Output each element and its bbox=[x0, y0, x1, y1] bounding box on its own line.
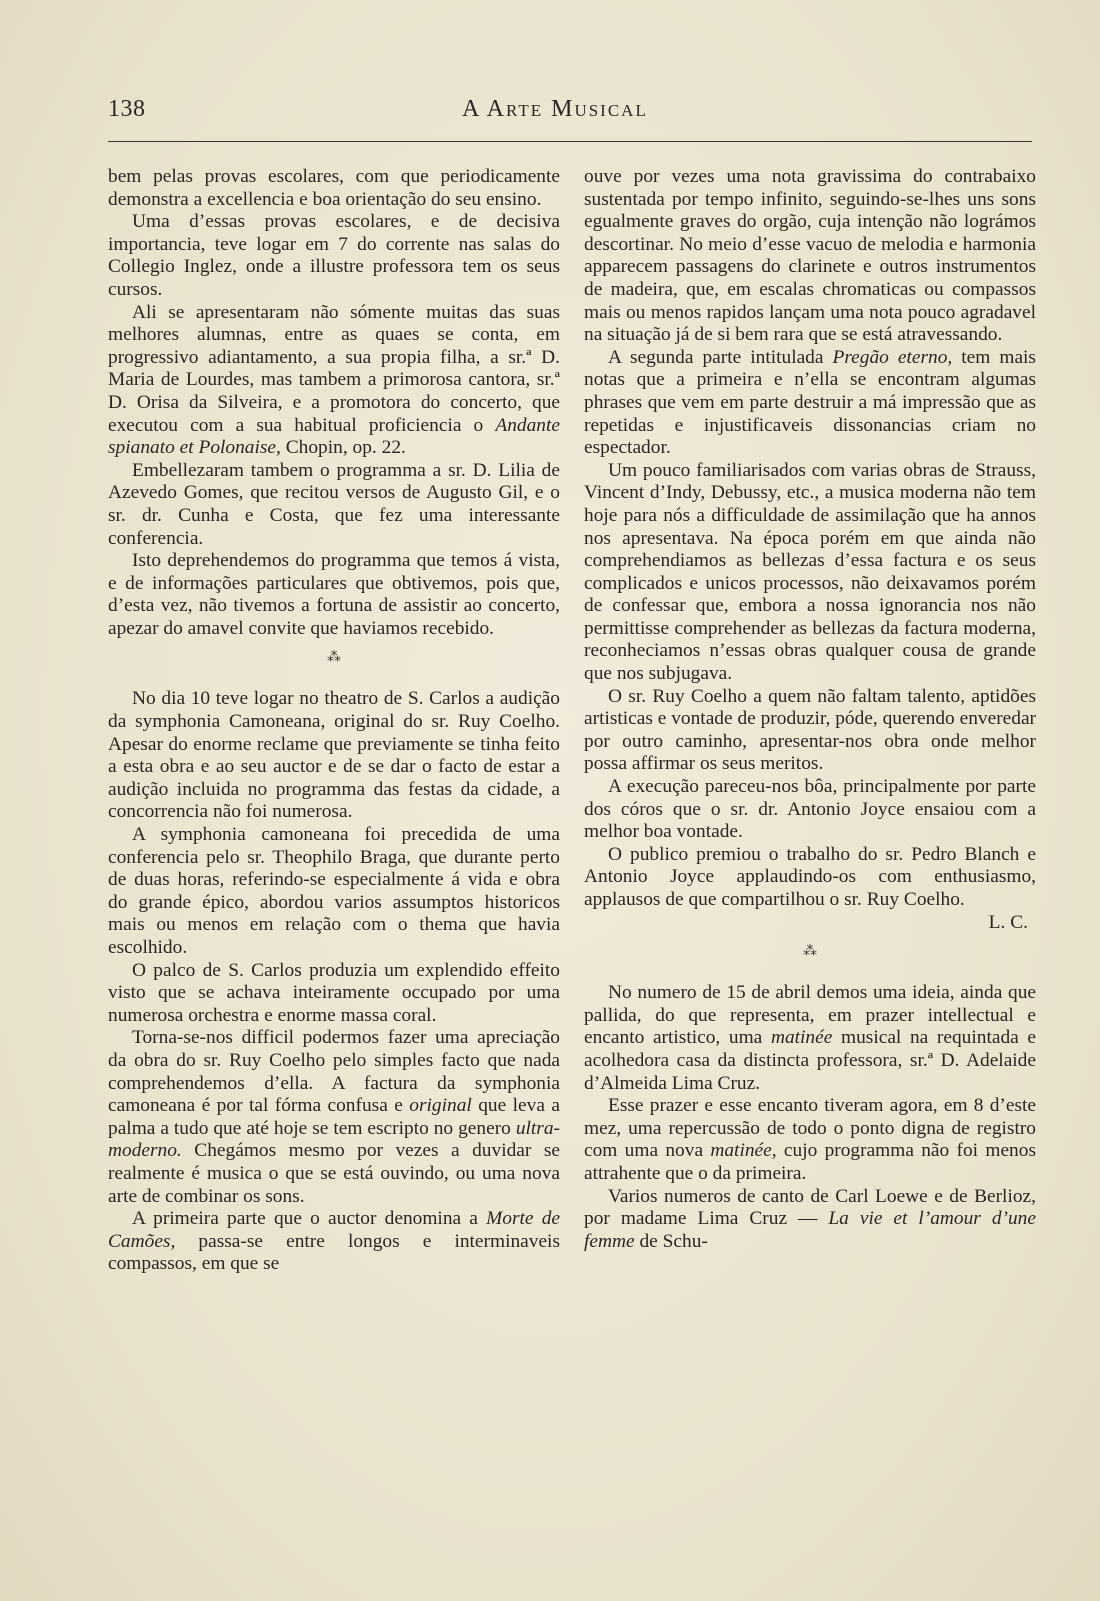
text-run: passa-se entre longos e interminaveis compassos, em que se bbox=[108, 1230, 560, 1275]
italic-title: Morte de Camões, bbox=[108, 1208, 560, 1252]
paragraph bbox=[108, 1027, 560, 1208]
paragraph bbox=[584, 982, 1036, 1095]
italic-word: matinée, bbox=[710, 1140, 777, 1162]
italic-word: matinée bbox=[770, 1027, 833, 1049]
paragraph: O palco de S. Carlos produzia um explendido effeito visto que se achava inteiramente occupado por uma numerosa orchestra e enorme massa coral. bbox=[108, 959, 560, 1026]
text-run: Chegámos mesmo por vezes a duvidar se realmente é musica o que se está ouvindo, ou uma nova arte de combinar os sons. bbox=[108, 1140, 560, 1207]
italic-word: ultra-moderno. bbox=[108, 1117, 560, 1162]
paragraph: Um pouco familiarisados com varias obras de Strauss, Vincent d’Indy, Debussy, etc., a musica moderna não tem hoje para nós a difficuldade de assimilação que ha annos nos apresentava. Na época porém em que ainda não comprehendiamos as bellezas d’essa factura e os seus complicados e unicos processos, não deixavamos porém de confessar que, embora a nossa ignorancia nos não permittisse comprehender as bellezas da factura moderna, reconheciamos n’essas obras qualquer cousa de grande que nos subjugava. bbox=[584, 459, 1036, 685]
italic-title: Pregão eterno, bbox=[832, 346, 953, 368]
paragraph: Uma d’essas provas escolares, e de decisiva importancia, teve logar em 7 do corrente nas salas do Collegio Inglez, onde a illustre professora tem os seus cursos. bbox=[108, 211, 560, 300]
paragraph: Embellezaram tambem o programma a sr. D. Lilia de Azevedo Gomes, que recitou versos de Augusto Gil, e o sr. dr. Cunha e Costa, que fez uma interessante conferencia. bbox=[108, 459, 560, 549]
header-rule bbox=[108, 141, 1032, 142]
text-run: Varios numeros de canto de Carl Loewe e de Berlioz, por madame Lima Cruz — bbox=[584, 1185, 1036, 1230]
paragraph: A symphonia camoneana foi precedida de uma conferencia pelo sr. Theophilo Braga, que durante perto de duas horas, referindo-se especialmente á vida e obra do grande épico, abordou varios assumptos historicos mais ou menos em relação com o thema que havia escolhido. bbox=[108, 824, 560, 958]
paragraph: Isto deprehendemos do programma que temos á vista, e de informações particulares que obtivemos, pois que, d’esta vez, não tivemos a fortuna de assistir ao concerto, apezar do amavel convite que haviamos recebido. bbox=[108, 550, 560, 639]
paragraph bbox=[584, 1095, 1036, 1185]
text-run: cujo programma não foi menos attrahente que o da primeira. bbox=[584, 1140, 1036, 1184]
text-run: que leva a palma a tudo que até hoje se tem escripto no genero bbox=[108, 1095, 560, 1139]
text-run: Chopin, op. 22. bbox=[280, 437, 406, 459]
text-run: tem mais notas que a primeira e n’ella se encontram algumas phrases que vem em parte destruir a má impressão que as repetidas e injustificaveis dissonancias criam no espectador. bbox=[584, 346, 1036, 459]
page-header bbox=[108, 96, 1032, 136]
paragraph: bem pelas provas escolares, com que periodicamente demonstra a excellencia e boa orientação do seu ensino. bbox=[108, 166, 560, 210]
text-run: A segunda parte intitulada bbox=[608, 346, 833, 368]
page-number: 138 bbox=[108, 96, 146, 122]
text-run: de Schu- bbox=[634, 1230, 708, 1252]
author-signature: L. C. bbox=[988, 911, 1028, 933]
italic-title: La vie et l’amour d’une femme bbox=[584, 1208, 1036, 1252]
paragraph: No dia 10 teve logar no theatro de S. Carlos a audição da symphonia Camoneana, original do sr. Ruy Coelho. Apesar do enorme reclame que previamente se tinha feito a esta obra e ao seu auctor e de se dar o facto de estar a audição incluida no programma das festas da cidade, a concorrencia não foi numerosa. bbox=[108, 688, 560, 823]
section-asterism: ⁂ bbox=[327, 650, 341, 666]
paragraph: O sr. Ruy Coelho a quem não faltam talento, aptidões artisticas e vontade de produzir, póde, querendo enveredar por outro caminho, apresentar-nos obra onde melhor possa affirmar os seus meritos. bbox=[584, 685, 1037, 775]
paragraph: ouve por vezes uma nota gravissima do contrabaixo sustentada por tempo infinito, seguindo-se-lhes uns sons egualmente graves do orgão, cuja intenção não lográmos descortinar. No meio d’esse vacuo de melodia e harmonia apparecem passagens do clarinete e outros instrumentos de madeira, que, em escalas chromaticas ou compassos mais ou menos rapidos lançam uma nota pouco agradavel na situação já de si bem rara que se está atravessando. bbox=[584, 166, 1036, 346]
text-run: musical na requintada e acolhedora casa da distincta professora, sr.ª D. Adelaide d’Almeida Lima Cruz. bbox=[584, 1027, 1037, 1094]
right-column bbox=[584, 166, 1036, 1253]
left-column bbox=[108, 166, 560, 1276]
section-asterism: ⁂ bbox=[803, 944, 817, 960]
text-run: A primeira parte que o auctor denomina a bbox=[132, 1208, 487, 1230]
paragraph bbox=[584, 1186, 1036, 1254]
text-run: Torna-se-nos difficil podermos fazer uma apreciação da obra do sr. Ruy Coelho pelo simples facto que nada comprehendemos d’ella. A factura da symphonia camoneana é por tal fórma confusa e bbox=[108, 1027, 560, 1117]
text-run: Esse prazer e esse encanto tiveram agora, em 8 d’este mez, uma repercussão de todo o ponto digna de registro com uma nova bbox=[584, 1095, 1036, 1162]
text-run: No numero de 15 de abril demos uma ideia, ainda que pallida, do que representa, em prazer intellectual e encanto artistico, uma bbox=[584, 982, 1036, 1049]
italic-word: original bbox=[409, 1095, 472, 1117]
paragraph: A execução pareceu-nos bôa, principalmente por parte dos córos que o sr. dr. Antonio Joyce ensaiou com a melhor boa vontade. bbox=[584, 776, 1036, 843]
paragraph bbox=[108, 302, 560, 460]
text-run: Ali se apresentaram não sómente muitas das suas melhores alumnas, entre as quaes se conta, em progressivo adiantamento, a sua propia filha, a sr.ª D. Maria de Lourdes, mas tambem a primorosa cantora, sr.ª D. Orisa da Silveira, e a promotora do concerto, que executou com a sua habitual proficiencia o bbox=[108, 301, 560, 436]
running-title: A Arte Musical bbox=[462, 96, 648, 122]
italic-title: Andante spianato et Polonaise, bbox=[108, 414, 560, 459]
paragraph: O publico premiou o trabalho do sr. Pedro Blanch e Antonio Joyce applaudindo-os com enthusiasmo, applausos de que compartilhou o sr. Ruy Coelho. bbox=[584, 843, 1036, 910]
paragraph bbox=[108, 1208, 560, 1276]
paragraph bbox=[584, 347, 1036, 460]
